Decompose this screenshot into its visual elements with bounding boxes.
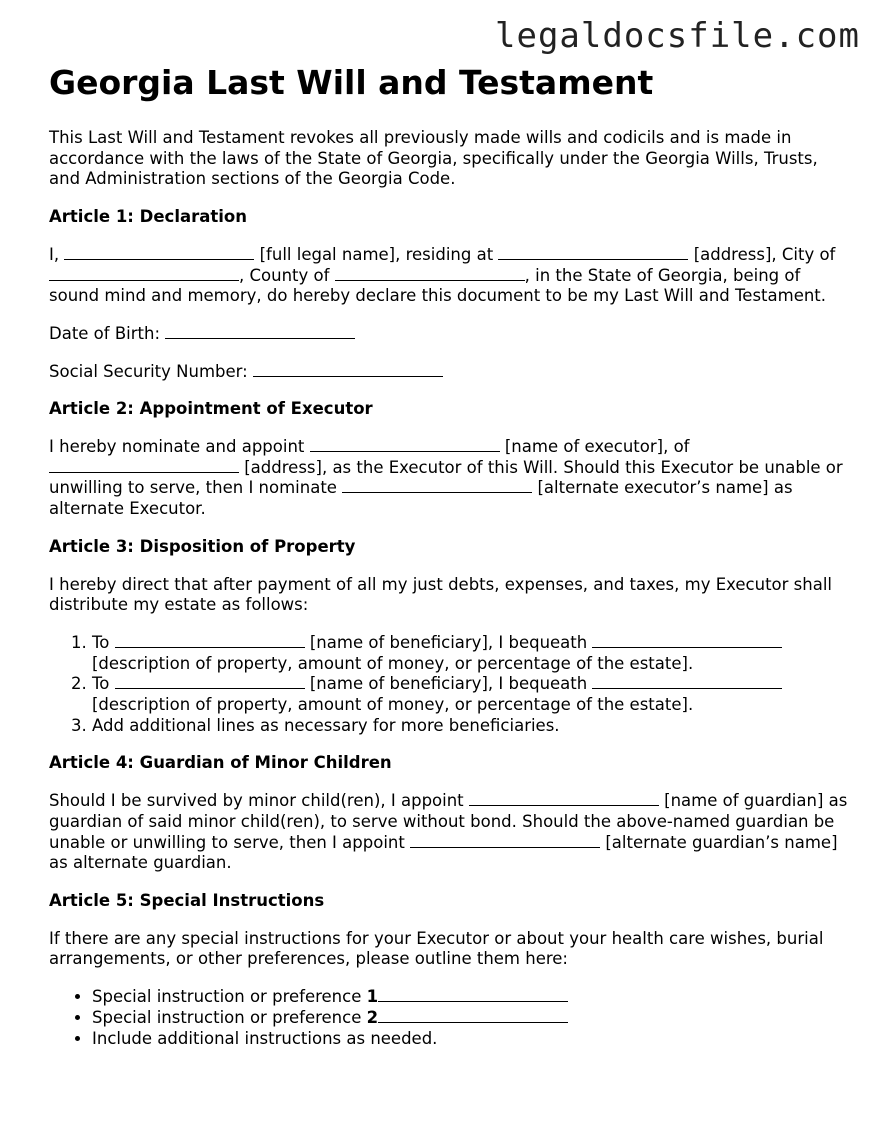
watermark: legaldocsfile.com — [495, 16, 860, 56]
article-5-heading: Article 5: Special Instructions — [49, 890, 325, 910]
intro-paragraph: This Last Will and Testament revokes all previously made wills and codicils and is made in accordance with the laws of the State of Georgia, specifically under the Georgia Wills, Trusts, and Administration sections of the Georgia Code. — [49, 128, 818, 189]
special-instructions-list — [49, 987, 849, 1049]
executor-paragraph: I hereby nominate and appoint [name of executor], of [address], as the Executor of this Will. Should this Executor be unable or unwilling to serve, then I nominate [alternate executor’s name] as alternate Executor. — [49, 437, 843, 519]
article-4-heading: Article 4: Guardian of Minor Children — [49, 753, 392, 773]
full-name-blank[interactable] — [64, 258, 254, 260]
article-1-heading: Article 1: Declaration — [49, 207, 247, 227]
article-2-heading: Article 2: Appointment of Executor — [49, 399, 373, 419]
list-item: • Special instruction or preference 1 — [92, 987, 849, 1008]
declaration-paragraph: I, [full legal name], residing at [address], City of , County of , in the State of Georgia, being of sound mind and memory, do hereby declare this document to be my Last Will and Testament. — [49, 244, 836, 306]
list-item: 1. To [name of beneficiary], I bequeath [description of property, amount of money, or percentage of the estate]. — [92, 633, 849, 674]
executor-address-blank[interactable] — [49, 471, 239, 473]
city-blank[interactable] — [49, 279, 239, 281]
list-item: 3. Add additional lines as necessary for more beneficiaries. — [92, 716, 849, 737]
date-of-birth-blank[interactable] — [165, 337, 355, 339]
beneficiary-name-blank[interactable] — [115, 687, 305, 689]
article-3-heading: Article 3: Disposition of Property — [49, 536, 356, 556]
document-title: Georgia Last Will and Testament — [49, 63, 654, 102]
ssn-blank[interactable] — [253, 375, 443, 377]
date-of-birth-line: Date of Birth: — [49, 324, 849, 345]
beneficiary-list — [49, 633, 849, 737]
instruction-2-blank[interactable] — [378, 1021, 568, 1023]
bequest-blank[interactable] — [592, 646, 782, 648]
beneficiary-name-blank[interactable] — [115, 646, 305, 648]
disposition-intro: I hereby direct that after payment of all my just debts, expenses, and taxes, my Executor shall distribute my estate as follows: — [49, 574, 833, 615]
list-item: • Include additional instructions as needed. — [92, 1029, 849, 1050]
executor-name-blank[interactable] — [310, 450, 500, 452]
ssn-line: Social Security Number: — [49, 362, 849, 383]
list-item: 2. To [name of beneficiary], I bequeath [description of property, amount of money, or percentage of the estate]. — [92, 674, 849, 715]
alternate-executor-blank[interactable] — [342, 491, 532, 493]
county-blank[interactable] — [335, 279, 525, 281]
special-instructions-intro: If there are any special instructions for your Executor or about your health care wishes, burial arrangements, or other preferences, please outline them here: — [49, 928, 824, 969]
list-item: • Special instruction or preference 2 — [92, 1008, 849, 1029]
alternate-guardian-blank[interactable] — [410, 846, 600, 848]
guardian-name-blank[interactable] — [469, 804, 659, 806]
document-page — [49, 62, 849, 1066]
instruction-1-blank[interactable] — [378, 1000, 568, 1002]
bequest-blank[interactable] — [592, 687, 782, 689]
address-blank[interactable] — [498, 258, 688, 260]
guardian-paragraph: Should I be survived by minor child(ren), I appoint [name of guardian] as guardian of said minor child(ren), to serve without bond. Should the above-named guardian be unable or unwilling to serve, then I appoint [alternate guardian’s name] as alternate guardian. — [49, 791, 848, 873]
